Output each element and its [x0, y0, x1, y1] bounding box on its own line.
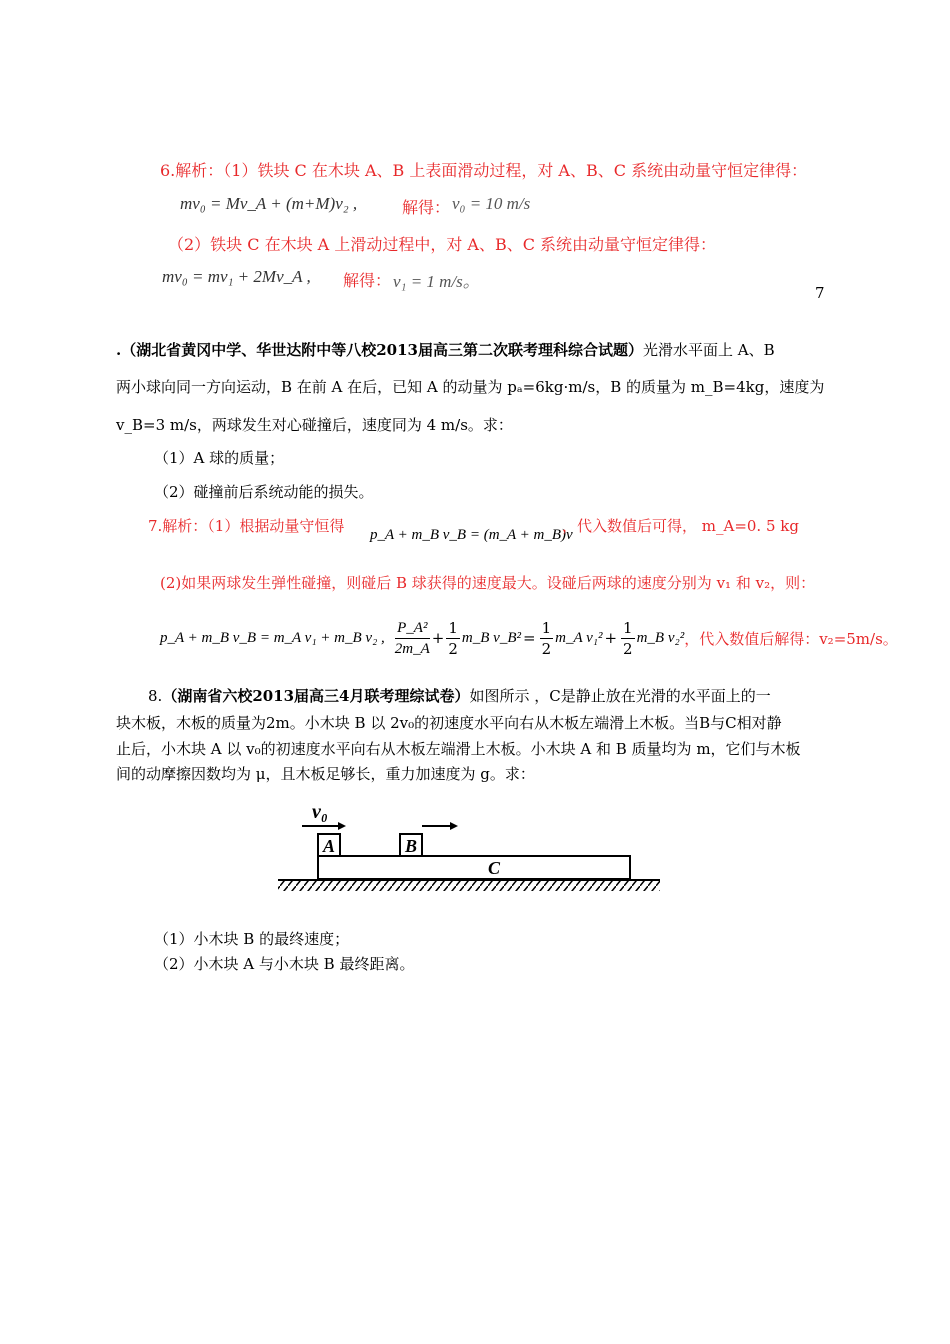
q7-term3: m_B v₂²: [636, 629, 685, 646]
q7-ans1-eq: p_A + m_B v_B = (m_A + m_B)v: [370, 527, 573, 543]
q8-line1: [148, 685, 771, 706]
s6-eq1: mv₀ = Mv_A + (m+M)v₂ ,: [180, 194, 358, 213]
q7-half3-num: 1: [623, 618, 633, 637]
q7-line3: v_B=3 m/s，两球发生对心碰撞后，速度同为 4 m/s。求：: [116, 416, 513, 434]
q7-half3-den: 2: [623, 639, 633, 658]
fig-b-arrowhead: [450, 822, 458, 830]
s6-res1: v₀ = 10 m/s: [452, 194, 531, 213]
q7-frac-pa: [395, 618, 430, 659]
fig-a-label: A: [322, 836, 336, 856]
s6-res2: v₁ = 1 m/s。: [393, 272, 480, 291]
fig-c-label: C: [487, 858, 501, 878]
q7-equals: =: [522, 629, 536, 647]
q8-sub1: （1）小木块 B 的最终速度；: [154, 930, 350, 948]
s6-line1: 6.解析：（1）铁块 C 在木块 A、B 上表面滑动过程，对 A、B、C 系统由动量守恒定律得：: [160, 161, 808, 180]
fig-board-c: [318, 856, 630, 879]
page-number: 7: [815, 284, 825, 302]
q7-sub1: （1）A 球的质量；: [154, 449, 285, 467]
q7-line1-rest: 光滑水平面上 A、B: [642, 341, 775, 359]
q8-line1-rest: 如图所示 ，C是静止放在光滑的水平面上的一: [469, 687, 771, 705]
q7-ans1-label: 7.解析：（1）根据动量守恒得: [148, 517, 345, 535]
q7-term1: m_B v_B²: [461, 629, 521, 646]
q7-frac-half3: [621, 618, 635, 659]
q7-plus1: +: [431, 629, 445, 647]
q7-ans1-rest: ，代入数值后可得， m_A=0. 5 kg: [562, 517, 799, 535]
fig-ground-hatch: [278, 881, 660, 891]
q7-frac-pa-num: P_A²: [395, 618, 430, 639]
q8-sub2: （2）小木块 A 与小木块 B 最终距离。: [154, 955, 415, 973]
q7-ans2-equation: [160, 612, 898, 664]
fig-v0-arrowhead: [338, 822, 346, 830]
q7-half2-den: 2: [541, 639, 552, 658]
q7-ans2: (2)如果两球发生弹性碰撞，则碰后 B 球获得的速度最大。设碰后两球的速度分别为 v₁ 和 v₂，则：: [160, 574, 816, 592]
s6-res1-label: 解得：: [402, 198, 451, 217]
q7-source: .（湖北省黄冈中学、华世达附中等八校2013届高三第二次联考理科综合试题）: [116, 341, 643, 359]
q7-frac-half2: [540, 618, 554, 659]
q8-source: （湖南省六校2013届高三4月联考理综试卷）: [162, 687, 470, 705]
q7-frac-pa-den: 2m_A: [394, 640, 430, 657]
fig-b-label: B: [404, 836, 418, 856]
q7-eqA: p_A + m_B v_B = m_A v₁ + m_B v₂ ,: [160, 629, 385, 646]
s6-res2-label: 解得：: [343, 271, 392, 290]
q7-half1-den: 2: [448, 639, 458, 658]
q7-line2: 两小球向同一方向运动，B 在前 A 在后，已知 A 的动量为 pₐ=6kg·m/s，B 的质量为 m_B=4kg，速度为: [116, 378, 825, 396]
q7-plus2: +: [604, 629, 618, 647]
q7-sub2: （2）碰撞前后系统动能的损失。: [154, 483, 374, 501]
q8-line2: 块木板，木板的质量为2m。小木块 B 以 2v₀的初速度水平向右从木板左端滑上木板。当B与C相对静: [116, 714, 782, 732]
q7-term2: m_A v₁²: [555, 629, 603, 646]
q8-number: 8.: [148, 687, 163, 705]
s6-line2: （2）铁块 C 在木块 A 上滑动过程中，对 A、B、C 系统由动量守恒定律得：: [168, 235, 717, 254]
q8-line4: 间的动摩擦因数均为 μ，且木板足够长，重力加速度为 g。求：: [116, 765, 535, 783]
q7-half1-num: 1: [448, 618, 458, 637]
q7-frac-half1: [446, 618, 460, 659]
q8-line3: 止后，小木块 A 以 v₀的初速度水平向右从木板左端滑上木板。小木块 A 和 B 质量均为 m，它们与木板: [116, 740, 801, 758]
q7-half2-num: 1: [541, 618, 552, 637]
s6-eq2: mv₀ = mv₁ + 2Mv_A ,: [162, 267, 311, 286]
q7-ans2-rest: ，代入数值后解得：v₂=5m/s。: [684, 629, 898, 648]
q7-line1: [116, 339, 775, 360]
fig-v0-label: v₀: [312, 801, 328, 823]
q8-figure: [272, 796, 664, 900]
